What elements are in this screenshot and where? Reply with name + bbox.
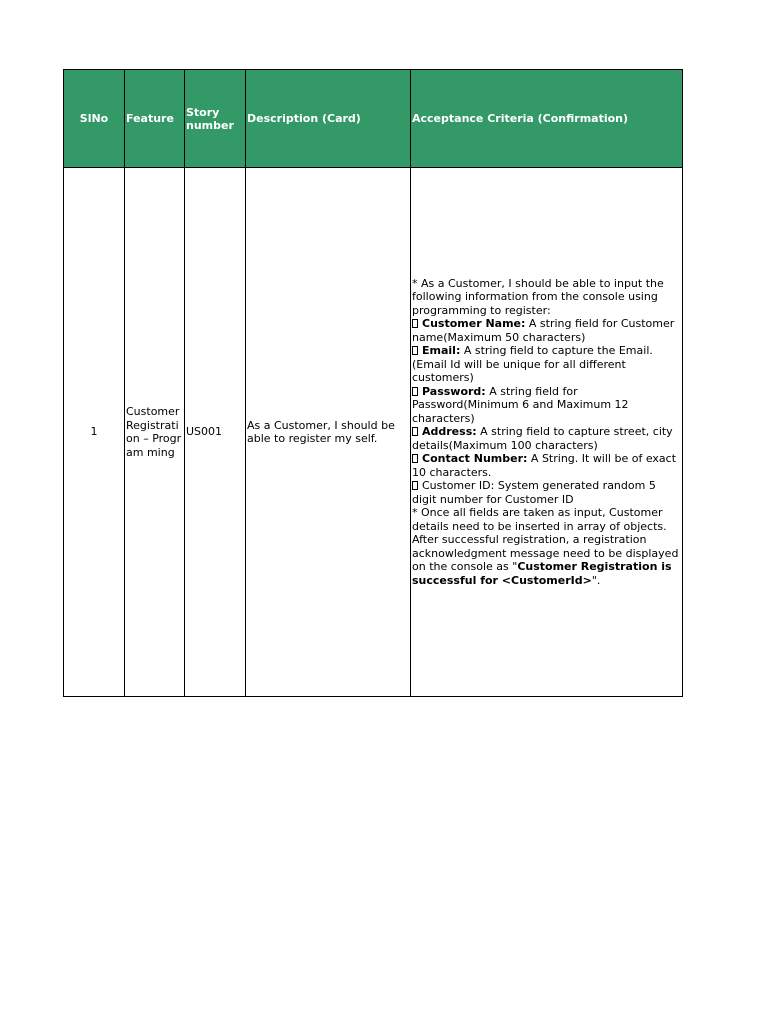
header-feature: Feature [125,70,185,168]
header-row [64,70,683,168]
outro-end: ". [591,573,601,587]
field-text: A string field to capture street, city details(Maximum 100 characters) [412,425,673,452]
acceptance-outro [412,506,681,587]
table-row [64,168,683,697]
outro-text: * Once all fields are taken as input, Customer details need to be inserted in array of objects. After successful registration, a registration acknowledgment message need to be displayed on the console as " [412,506,679,574]
field-label: Password: [422,384,486,398]
field-label: Customer Name: [422,317,526,331]
feature-text: Customer Registrati on – Program ming [126,405,182,459]
user-story-table [63,69,683,697]
header-description: Description (Card) [246,70,411,168]
acceptance-intro: * As a Customer, I should be able to input the following information from the console using programming to register: [412,276,664,317]
field-label: Email: [422,344,461,358]
field-text: A string field for Customer name(Maximum 50 characters) [412,317,675,344]
cell-feature [125,168,185,697]
cell-story-number: US001 [185,168,246,697]
field-text: Customer ID: System generated random 5 digit number for Customer ID [412,479,656,506]
acceptance-field [412,479,681,506]
acceptance-field [412,317,681,344]
field-label: Address: [422,425,477,439]
field-text: A String. It will be of exact 10 characters. [412,452,677,479]
bullet-box-icon [412,427,418,436]
bullet-box-icon [412,481,418,490]
bullet-box-icon [412,454,418,463]
cell-description: As a Customer, I should be able to register my self. [246,168,411,697]
bullet-box-icon [412,319,418,328]
bullet-box-icon [412,346,418,355]
cell-slno: 1 [64,168,125,697]
acceptance-field [412,452,681,479]
header-slno: SlNo [64,70,125,168]
acceptance-field [412,385,681,426]
cell-acceptance-criteria [411,168,683,697]
bullet-box-icon [412,387,418,396]
acceptance-field [412,425,681,452]
field-text: A string field to capture the Email. (Email Id will be unique for all different customers) [412,344,653,385]
outro-bold: Customer Registration is successful for <CustomerId> [412,560,672,587]
acceptance-field [412,344,681,385]
header-acceptance-criteria: Acceptance Criteria (Confirmation) [411,70,683,168]
field-text: A string field for Password(Minimum 6 and Maximum 12 characters) [412,384,629,425]
field-label: Contact Number: [422,452,528,466]
header-story-number: Story number [185,70,246,168]
